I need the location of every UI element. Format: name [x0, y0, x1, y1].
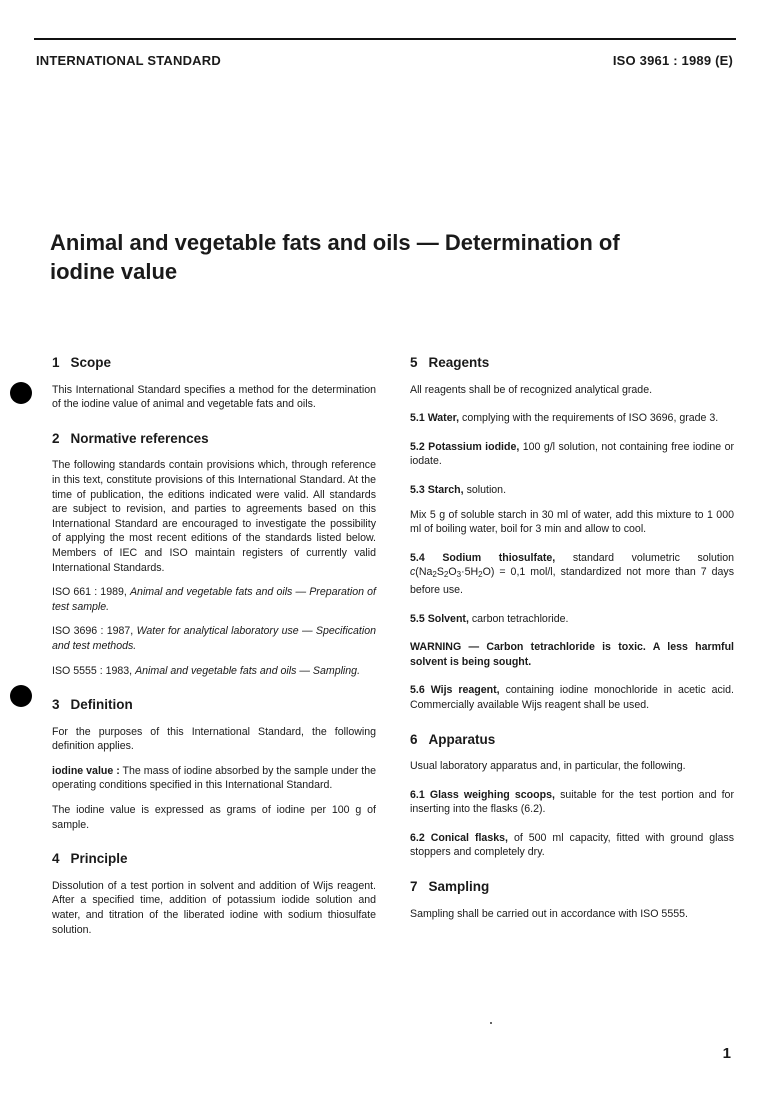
- page-number: 1: [722, 1045, 731, 1062]
- principle-text: Dissolution of a test portion in solvent and addition of Wijs reagent. After a specified time, addition of potassium iodide solution and water, and titration of the liberated iodine with sodium thiosulfate solution.: [52, 879, 376, 936]
- left-column: [52, 356, 376, 947]
- apparatus-conical-flasks: 6.2 Conical flasks, of 500 ml capacity, fitted with ground glass stoppers and completely dry.: [410, 831, 735, 859]
- normative-text: The following standards contain provisions which, through reference in this text, constitute provisions of this International Standard. At the time of publication, the editions indicated were valid. All standards are subject to revision, and parties to agreements based on this International Standard are encouraged to investigate the possibility of applying the most recent editions of the standards listed below. Members of IEC and ISO maintain registers of currently valid International Standards.: [52, 459, 376, 574]
- section-heading-normative: 2 Normative references: [52, 430, 209, 446]
- section-heading-scope: 1 Scope: [52, 355, 112, 370]
- margin-change-marker: [10, 685, 32, 707]
- document-title: [50, 228, 730, 286]
- section-heading-reagents: 5 Reagents: [410, 355, 490, 370]
- section-heading-sampling: 7 Sampling: [410, 879, 490, 895]
- reagent-solvent: 5.5 Solvent, carbon tetrachloride.: [410, 612, 569, 625]
- right-column: [410, 356, 734, 931]
- reagents-intro: All reagents shall be of recognized analytical grade.: [410, 383, 653, 396]
- header-standard-type: INTERNATIONAL STANDARD: [36, 53, 221, 68]
- scan-speck: [490, 1022, 492, 1024]
- section-heading-apparatus: 6 Apparatus: [410, 731, 496, 747]
- reagent-water: 5.1 Water, complying with the requirements of ISO 3696, grade 3.: [410, 412, 719, 425]
- definition-iodine-value: iodine value : The mass of iodine absorbed by the sample under the operating conditions specified in this International Standard.: [52, 764, 376, 792]
- reference-iso-5555: ISO 5555 : 1983, Animal and vegetable fats and oils — Sampling.: [52, 664, 361, 677]
- apparatus-intro: Usual laboratory apparatus and, in particular, the following.: [410, 760, 686, 773]
- solvent-warning: WARNING — Carbon tetrachloride is toxic. A less harmful solvent is being sought.: [410, 641, 734, 668]
- apparatus-weighing-scoops: 6.1 Glass weighing scoops, suitable for the test portion and for inserting into the flasks (6.2).: [410, 788, 734, 816]
- starch-preparation: Mix 5 g of soluble starch in 30 ml of water, add this mixture to 1 000 ml of boiling water, boil for 3 min and allow to cool.: [410, 508, 734, 536]
- header-rule: [34, 38, 736, 40]
- reagent-potassium-iodide: 5.2 Potassium iodide, 100 g/l solution, not containing free iodine or iodate.: [410, 440, 735, 468]
- section-heading-principle: 4 Principle: [52, 851, 128, 867]
- definition-intro: For the purposes of this International Standard, the following definition applies.: [52, 725, 376, 753]
- reference-iso-661: ISO 661 : 1989, Animal and vegetable fats and oils — Preparation of test sample.: [52, 586, 376, 613]
- reagent-sodium-thiosulfate: 5.4 Sodium thiosulfate, standard volumetric solution $c(Na_2S_2O_3\cdot 5H_2O) = 0,1$ mol/l, standardized not more than 7 days before use.: [410, 551, 734, 596]
- title-line-2: iodine value: [50, 259, 178, 284]
- sampling-text: Sampling shall be carried out in accordance with ISO 5555.: [410, 907, 688, 920]
- reference-iso-3696: ISO 3696 : 1987, Water for analytical laboratory use — Specification and test methods.: [52, 625, 376, 652]
- scope-text: This International Standard specifies a method for the determination of the iodine value of animal and vegetable fats and oils.: [52, 383, 376, 411]
- reagent-wijs: 5.6 Wijs reagent, containing iodine monochloride in acetic acid. Commercially available Wijs reagent shall be used.: [410, 684, 734, 711]
- margin-change-marker: [10, 382, 32, 404]
- title-line-1: Animal and vegetable fats and oils — Determination of: [50, 230, 620, 255]
- definition-note: The iodine value is expressed as grams of iodine per 100 g of sample.: [52, 804, 376, 831]
- reagent-starch: 5.3 Starch, solution.: [410, 483, 507, 496]
- section-heading-definition: 3 Definition: [52, 697, 133, 713]
- header-standard-number: ISO 3961 : 1989 (E): [612, 53, 733, 68]
